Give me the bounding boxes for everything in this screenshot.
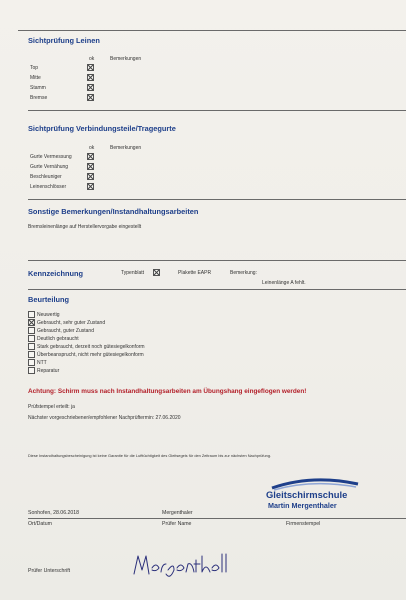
sonstige-text: Bremsleinenlänge auf Herstellervorgabe eingestellt xyxy=(28,224,142,230)
verbindung-ok-checkbox[interactable] xyxy=(87,153,94,160)
top-divider xyxy=(18,30,406,31)
label-firmenstempel: Firmenstempel xyxy=(286,521,321,527)
pruefer-name-value: Mergenthaler xyxy=(162,510,193,516)
beurteilung-option-label: Neuwertig xyxy=(37,312,60,318)
section-title-kennzeichnung: Kennzeichnung xyxy=(28,269,84,278)
leinen-col-remarks: Bemerkungen xyxy=(110,56,142,62)
leinen-ok-checkbox[interactable] xyxy=(87,64,94,71)
section-title-leinen: Sichtprüfung Leinen xyxy=(28,36,100,45)
disclaimer-text: Diese Instandhaltungsbescheinigung ist keine Garantie für die Lufttüchtigkeit des Gleitsegels für den Zeitraum bis zur nächsten Nachprüfung. xyxy=(28,453,272,458)
logo-line1: Gleitschirmschule xyxy=(266,489,348,500)
beurteilung-checkbox[interactable] xyxy=(28,319,35,326)
leinen-ok-checkbox[interactable] xyxy=(87,84,94,91)
leinen-ok-checkbox[interactable] xyxy=(87,94,94,101)
beurteilung-checkbox[interactable] xyxy=(28,367,35,374)
beurteilung-option-label: Stark gebraucht, derzeit noch gütesiegelkonform xyxy=(37,344,145,350)
verbindung-item-label: Gurte Vernähung xyxy=(30,164,69,170)
place-date-value: Sonhofen, 28.06.2018 xyxy=(28,510,80,516)
beurteilung-checkbox[interactable] xyxy=(28,343,35,350)
verbindung-item-label: Gurte Vermessung xyxy=(30,154,72,160)
typenblatt-label: Typenblatt xyxy=(121,270,145,276)
beurteilung-checkbox[interactable] xyxy=(28,335,35,342)
logo-line2: Martin Mergenthaler xyxy=(268,501,337,510)
footer-divider xyxy=(28,518,406,519)
verbindung-col-ok: ok xyxy=(89,145,95,151)
beurteilung-option-label: Überbeansprucht, nicht mehr gütesiegelkonform xyxy=(37,352,144,358)
section-divider xyxy=(28,260,406,261)
verbindung-ok-checkbox[interactable] xyxy=(87,163,94,170)
beurteilung-checkbox[interactable] xyxy=(28,327,35,334)
school-logo xyxy=(252,476,364,516)
leinen-item-label: Stamm xyxy=(30,85,46,91)
label-pruefer-unterschrift: Prüfer Unterschrift xyxy=(28,568,71,574)
verbindung-item-label: Leinenschlösser xyxy=(30,184,67,190)
beurteilung-option-label: NTT xyxy=(37,360,47,366)
section-divider xyxy=(28,289,406,290)
beurteilung-checkbox[interactable] xyxy=(28,311,35,318)
beurteilung-option-label: Gebraucht, sehr guter Zustand xyxy=(37,320,106,326)
verbindung-ok-checkbox[interactable] xyxy=(87,183,94,190)
leinen-item-label: Bremse xyxy=(30,95,48,101)
section-title-sonstige: Sonstige Bemerkungen/Instandhaltungsarbeiten xyxy=(28,207,199,216)
bemerkung-text: Leinenlänge A fehlt. xyxy=(262,280,306,286)
leinen-item-label: Mitte xyxy=(30,75,41,81)
typenblatt-checkbox[interactable] xyxy=(153,269,160,276)
pruefstempel-text: Prüfstempel erteilt: ja xyxy=(28,404,75,410)
beurteilung-checkbox[interactable] xyxy=(28,351,35,358)
label-pruefer-name: Prüfer Name xyxy=(162,521,192,527)
verbindung-item-label: Beschleuniger xyxy=(30,174,62,180)
beurteilung-option-label: Gebraucht, guter Zustand xyxy=(37,328,94,334)
section-divider xyxy=(28,110,406,111)
plakette-label: Plakette EAPR xyxy=(178,270,212,276)
leinen-col-ok: ok xyxy=(89,56,95,62)
verbindung-col-remarks: Bemerkungen xyxy=(110,145,142,151)
beurteilung-option-label: Deutlich gebraucht xyxy=(37,336,79,342)
warning-text: Achtung: Schirm muss nach Instandhaltungsarbeiten am Übungshang eingeflogen werden! xyxy=(28,388,307,395)
section-divider xyxy=(28,199,406,200)
section-title-beurteilung: Beurteilung xyxy=(28,295,70,304)
section-title-verbindung: Sichtprüfung Verbindungsteile/Tragegurte xyxy=(28,124,176,133)
beurteilung-checkbox[interactable] xyxy=(28,359,35,366)
handwritten-signature xyxy=(130,548,240,582)
verbindung-ok-checkbox[interactable] xyxy=(87,173,94,180)
leinen-ok-checkbox[interactable] xyxy=(87,74,94,81)
leinen-item-label: Top xyxy=(30,65,39,71)
bemerkung-label: Bemerkung: xyxy=(230,270,257,276)
label-ort-datum: Ort/Datum xyxy=(28,521,52,527)
beurteilung-option-label: Reparatur xyxy=(37,368,60,374)
naechster-termin-text: Nächster vorgeschriebener/empfohlener Nachprüftermin: 27.06.2020 xyxy=(28,415,181,421)
